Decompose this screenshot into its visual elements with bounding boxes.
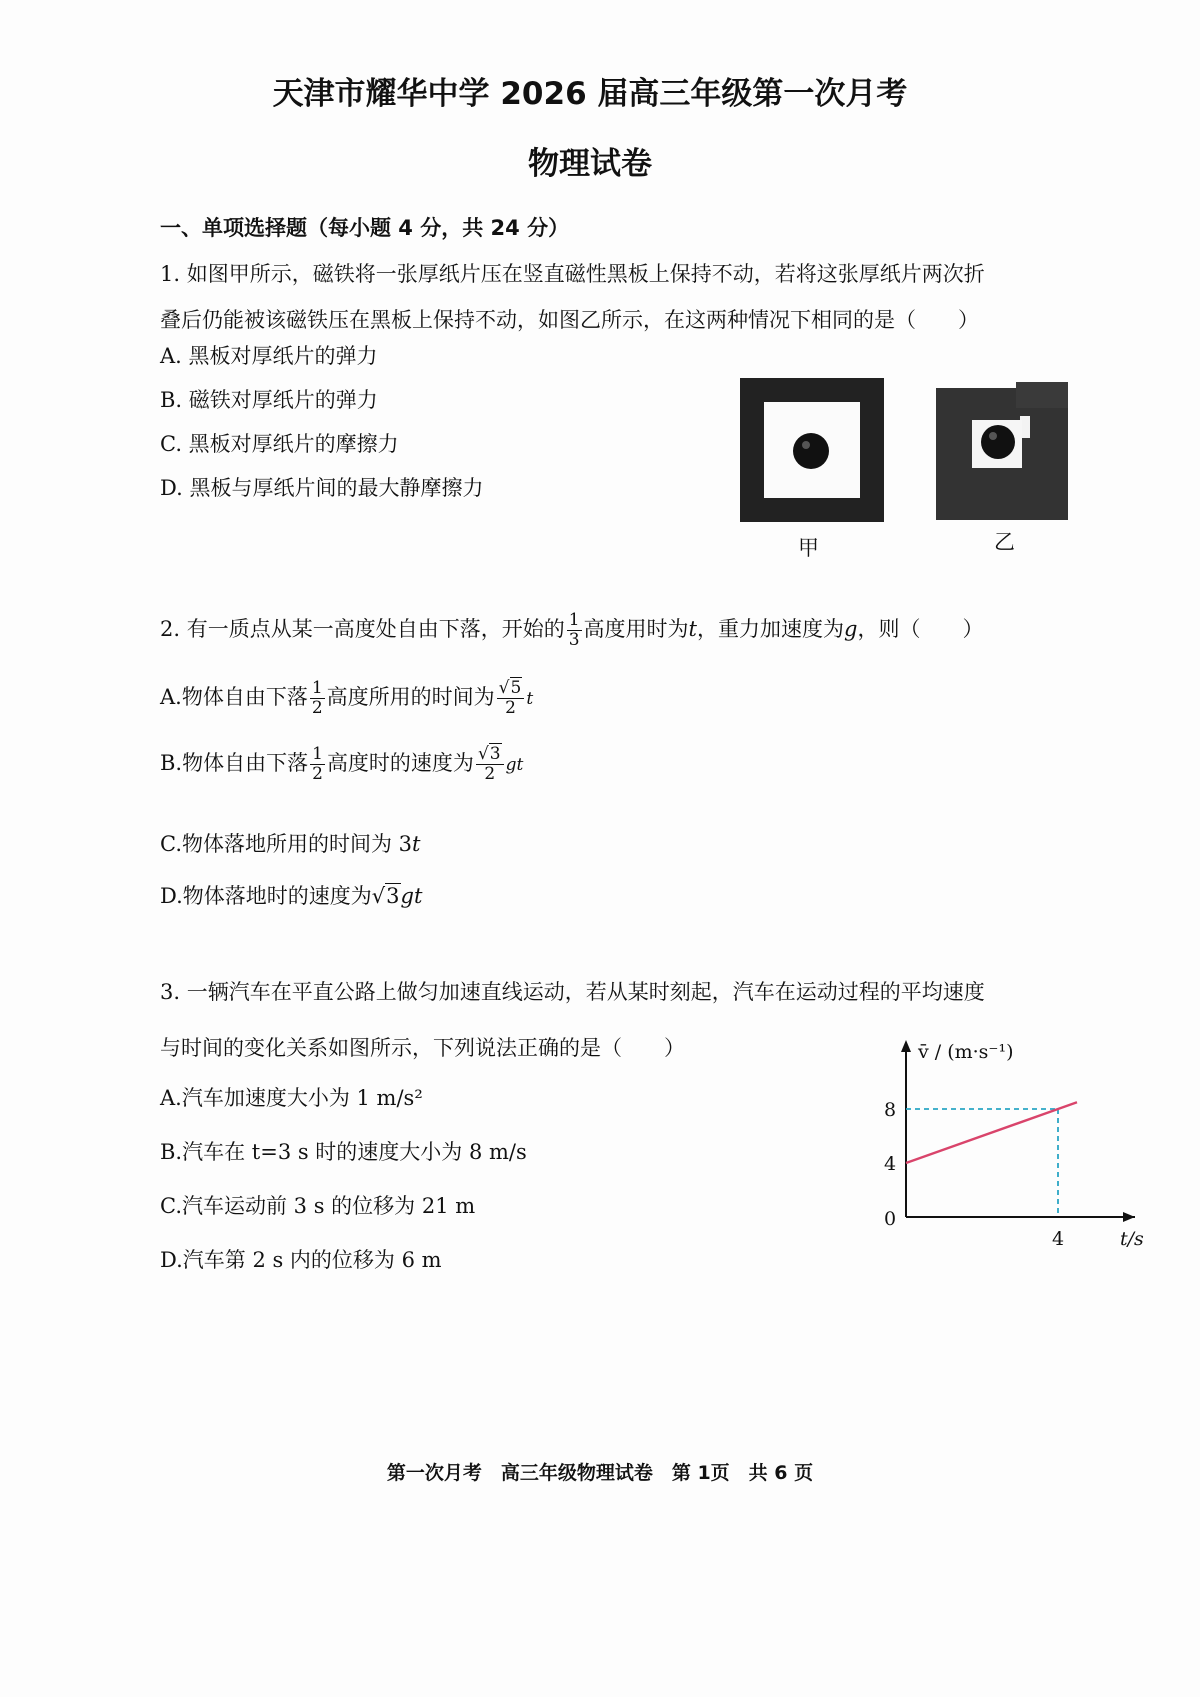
origin-label: 0 [884,1208,897,1230]
q2-option-b: B.物体自由下落 $\frac{1}{2}$ 高度时的速度为 $\frac{√3}{2}$ gt [160,744,524,784]
fraction: $\frac{√5}{2}$ [497,680,525,717]
velocity-time-chart [870,1030,1170,1260]
x-tick-label: 4 [1052,1228,1065,1250]
fraction: $\frac{√3}{2}$ [476,746,504,783]
fraction: $\frac{1}{2}$ [311,678,323,718]
y-axis-label: v̄ / (m·s⁻¹) [918,1041,1014,1063]
q1-option-c: C. 黑板对厚纸片的摩擦力 [160,432,399,456]
page-footer: 第一次月考 高三年级物理试卷 第 1页 共 6 页 [386,1462,814,1484]
q3-option-a: A.汽车加速度大小为 1 m/s² [160,1086,423,1110]
fraction: $\frac{1}{3}$ [568,610,580,650]
x-axis-arrow [1123,1212,1135,1222]
sqrt: √3 [371,884,400,908]
q3-option-c: C.汽车运动前 3 s 的位移为 21 m [160,1194,476,1218]
q3-option-b: B.汽车在 t=3 s 时的速度大小为 8 m/s [160,1140,527,1164]
q2-stem: 2. 有一质点从某一高度处自由下落，开始的 $\frac{1}{3}$ 高度用时为t，重力加速度为g，则（ ） [160,610,984,650]
q2-option-d: D.物体落地时的速度为√3gt [160,884,423,908]
section-heading: 一、单项选择题（每小题 4 分，共 24 分） [160,216,570,240]
q1-option-b: B. 磁铁对厚纸片的弹力 [160,388,378,412]
magnet [793,433,829,469]
figure-jia-label: 甲 [798,536,819,560]
magnet [981,425,1015,459]
q3-stem-line2: 与时间的变化关系如图所示，下列说法正确的是（ ） [160,1036,685,1060]
figure-yi [936,382,1068,520]
x-axis-label: t/s [1120,1228,1144,1250]
exam-title: 天津市耀华中学 2026 届高三年级第一次月考 [272,76,908,112]
q1-option-a: A. 黑板对厚纸片的弹力 [160,344,378,368]
fraction: $\frac{1}{2}$ [312,744,323,784]
y-tick-label: 8 [884,1099,897,1121]
exam-subtitle: 物理试卷 [528,146,652,182]
q2-option-a: A.物体自由下落 $\frac{1}{2}$ 高度所用的时间为 $\frac{√5}{2}$ t [160,678,534,718]
figure-yi-label: 乙 [994,530,1015,554]
q1-stem-line2: 叠后仍能被该磁铁压在黑板上保持不动，如图乙所示，在这两种情况下相同的是（ ） [160,308,979,332]
y-axis-arrow [901,1040,911,1052]
y-tick-label: 4 [884,1153,897,1175]
figure-jia [740,378,884,522]
series-line [906,1102,1077,1163]
q3-stem-line1: 3. 一辆汽车在平直公路上做匀加速直线运动，若从某时刻起，汽车在运动过程的平均速度 [160,980,985,1004]
q1-stem-line1: 1. 如图甲所示，磁铁将一张厚纸片压在竖直磁性黑板上保持不动，若将这张厚纸片两次折 [160,262,985,286]
q3-option-d: D.汽车第 2 s 内的位移为 6 m [160,1248,442,1272]
q2-option-c: C.物体落地所用的时间为 3t [160,832,421,856]
q1-option-d: D. 黑板与厚纸片间的最大静摩擦力 [160,476,484,500]
